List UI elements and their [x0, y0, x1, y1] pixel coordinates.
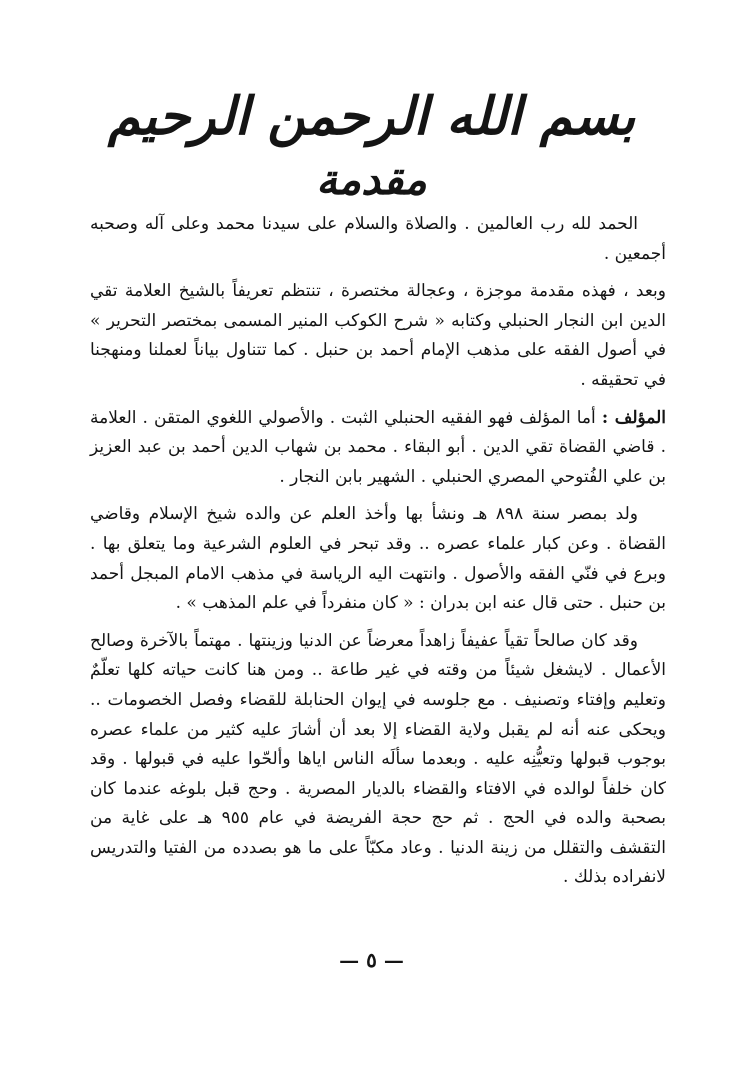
paragraph-opening: الحمد لله رب العالمين . والصلاة والسلام على سيدنا محمد وعلى آله وصحبه أجمعين .	[90, 214, 666, 264]
author-text: أما المؤلف فهو الفقيه الحنبلي الثبت . والأصولي اللغوي المتقن . العلامة . قاضي القضاة تقي الدين . أبو البقاء . محمد بن شهاب الدين أحمد بن عبد العزيز بن علي الفُتوحي المصري الحنبلي . الشهير بابن النجار .	[90, 407, 666, 487]
section-heading: مقدمة	[316, 155, 427, 204]
body-text	[90, 210, 666, 893]
author-label: المؤلف :	[601, 407, 667, 428]
paragraph-birth: ولد بمصر سنة ٨٩٨ هـ ونشأ بها وأخذ العلم عن والده شيخ الإسلام وقاضي القضاة . وعن كبار علماء عصره .. وقد تبحر في العلوم الشرعية وما يتعلق بها . وبرع في فنّي الفقه والأصول . وانتهت اليه الرياسة في مذهب الامام المبجل أحمد بن حنبل . حتى قال عنه ابن بدران : « كان منفرداً في علم المذهب » .	[90, 504, 666, 614]
paragraph-author	[90, 404, 666, 493]
paragraph-character: وقد كان صالحاً تقياً عفيفاً زاهداً معرضاً عن الدنيا وزينتها . مهتماً بالآخرة وصالح الأعمال . لايشغل شيئاً من وقته في غير طاعة .. ومن هنا كانت حياته كلها تعلّمٌ وتعليم وإفتاء وتصنيف . مع جلوسه في إيوان الحنابلة للقضاء وفصل الخصومات .. ويحكى عنه أنه لم يقبل ولاية القضاء إلا بعد أن أشارَ عليه كثير من علماء عصره بوجوب قبولها وتعيُّنِه عليه . وبعدما سألَه الناس اياها وألحّوا عليه في قبولها . وقد كان خلفاً لوالده في الافتاء والقضاء بالديار المصرية . وحج قبل بلوغه عندما كان بصحبة والده في الحج . ثم حج حجة الفريضة في عام ٩٥٥ هـ على غاية من التقشف والتقلل من زينة الدنيا . وعاد مكبّاً على ما هو بصدده من الفتيا والتدريس لانفراده بذلك .	[90, 630, 666, 888]
paragraph-intro: وبعد ، فهذه مقدمة موجزة ، وعجالة مختصرة ، تنتظم تعريفاً بالشيخ العلامة تقي الدين ابن النجار الحنبلي وكتابه « شرح الكوكب المنير المسمى بمختصر التحرير » في أصول الفقه على مذهب الإمام أحمد بن حنبل . كما تتناول بياناً لعملنا ومنهجنا في تحقيقه .	[90, 281, 666, 390]
page-number: — ٥ —	[339, 948, 404, 972]
basmala-calligraphy: بسم الله الرحمن الرحيم	[107, 86, 636, 147]
